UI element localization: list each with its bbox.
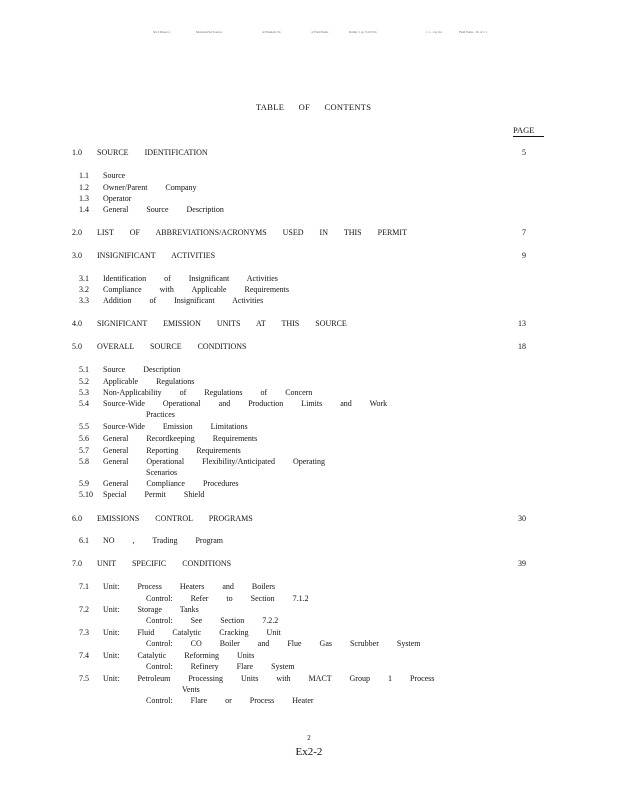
toc-text: Source-Wide Emission Limitations: [103, 422, 248, 431]
toc-number: 1.3: [79, 194, 89, 203]
toc-text: Vents: [182, 685, 200, 694]
toc-number: 5.4: [79, 399, 89, 408]
footer-document-code: Ex2-2: [295, 746, 323, 758]
toc-text: Operator: [103, 194, 132, 203]
toc-text: NO , Trading Program: [103, 536, 224, 545]
toc-page-number: 39: [518, 559, 526, 568]
toc-text: Identification of Insignificant Activities: [103, 274, 278, 283]
toc-text: General Reporting Requirements: [103, 446, 241, 455]
toc-number: 7.2: [79, 605, 89, 614]
toc-text: Scenarios: [146, 468, 178, 477]
header-strip-item: 1 1 - 1 sp 1in: [426, 30, 442, 34]
toc-number: 5.2: [79, 377, 89, 386]
header-strip-item: Montana Fed Sources: [196, 30, 223, 34]
toc-number: 7.0: [72, 559, 82, 568]
toc-number: 6.1: [79, 536, 89, 545]
page-column-label: PAGE: [513, 126, 544, 137]
toc-number: 5.6: [79, 434, 89, 443]
toc-text: Addition of Insignificant Activities: [103, 296, 264, 305]
toc-text: Control: Refinery Flare System: [146, 662, 295, 671]
toc-text: Control: CO Boiler and Flue Gas Scrubber System: [146, 639, 421, 648]
toc-text: Control: Refer to Section 7.1.2: [146, 594, 309, 603]
toc-number: 7.4: [79, 651, 89, 660]
toc-text: Owner/Parent Company: [103, 183, 197, 192]
toc-page-number: 18: [518, 342, 526, 351]
toc-title: TABLE OF CONTENTS: [256, 102, 372, 112]
toc-text: Control: See Section 7.2.2: [146, 616, 279, 625]
toc-page-number: 30: [518, 514, 526, 523]
toc-number: 3.2: [79, 285, 89, 294]
toc-text: Compliance with Applicable Requirements: [103, 285, 289, 294]
toc-text: General Compliance Procedures: [103, 479, 239, 488]
toc-number: 3.1: [79, 274, 89, 283]
toc-text: General Recordkeeping Requirements: [103, 434, 258, 443]
toc-number: 5.1: [79, 365, 89, 374]
toc-text: SOURCE IDENTIFICATION: [97, 148, 208, 157]
header-strip-item: of Field Name: [311, 30, 329, 34]
toc-number: 5.5: [79, 422, 89, 431]
toc-text: Source Description: [103, 365, 181, 374]
toc-text: General Operational Flexibility/Anticipated Operating: [103, 457, 325, 466]
toc-text: Unit: Petroleum Processing Units with MACT Group 1 Process: [103, 674, 435, 683]
toc-text: LIST OF ABBREVIATIONS/ACRONYMS USED IN THIS PERMIT: [97, 228, 407, 237]
header-strip-item: of Prismatic No: [262, 30, 281, 34]
toc-page-number: 7: [522, 228, 526, 237]
toc-number: 5.10: [79, 490, 93, 499]
toc-number: 5.7: [79, 446, 89, 455]
toc-text: General Source Description: [103, 205, 224, 214]
header-strip-item: Field Name - No of 1 1: [459, 30, 487, 34]
toc-number: 5.0: [72, 342, 82, 351]
toc-text: Special Permit Shield: [103, 490, 205, 499]
toc-number: 7.5: [79, 674, 89, 683]
toc-number: 1.1: [79, 171, 89, 180]
toc-number: 2.0: [72, 228, 82, 237]
toc-text: Unit: Storage Tanks: [103, 605, 199, 614]
toc-number: 7.3: [79, 628, 89, 637]
toc-number: 5.9: [79, 479, 89, 488]
toc-text: Control: Flare or Process Heater: [146, 696, 314, 705]
toc-number: 6.0: [72, 514, 82, 523]
toc-page-number: 13: [518, 319, 526, 328]
toc-number: 5.3: [79, 388, 89, 397]
toc-number: 5.8: [79, 457, 89, 466]
toc-text: INSIGNIFICANT ACTIVITIES: [97, 251, 216, 260]
toc-text: Non-Applicability of Regulations of Concern: [103, 388, 313, 397]
toc-text: UNIT SPECIFIC CONDITIONS: [97, 559, 232, 568]
toc-text: Unit: Fluid Catalytic Cracking Unit: [103, 628, 281, 637]
toc-text: Unit: Process Heaters and Boilers: [103, 582, 275, 591]
toc-number: 4.0: [72, 319, 82, 328]
header-strip-item: Permit: 1 sp 714 65 No: [349, 30, 377, 34]
footer-page-number: 2: [307, 734, 311, 742]
toc-text: Source-Wide Operational and Production Limits and Work: [103, 399, 388, 408]
toc-page-number: 5: [522, 148, 526, 157]
toc-number: 1.4: [79, 205, 89, 214]
toc-text: Source: [103, 171, 126, 180]
toc-text: Practices: [146, 410, 175, 419]
toc-number: 3.3: [79, 296, 89, 305]
toc-number: 1.2: [79, 183, 89, 192]
header-strip-item: SO 4 Director: [153, 30, 170, 34]
toc-text: EMISSIONS CONTROL PROGRAMS: [97, 514, 253, 523]
toc-page-number: 9: [522, 251, 526, 260]
toc-number: 7.1: [79, 582, 89, 591]
toc-text: Unit: Catalytic Reforming Units: [103, 651, 255, 660]
toc-text: OVERALL SOURCE CONDITIONS: [97, 342, 247, 351]
toc-number: 3.0: [72, 251, 82, 260]
toc-number: 1.0: [72, 148, 82, 157]
toc-text: Applicable Regulations: [103, 377, 195, 386]
toc-text: SIGNIFICANT EMISSION UNITS AT THIS SOURCE: [97, 319, 347, 328]
